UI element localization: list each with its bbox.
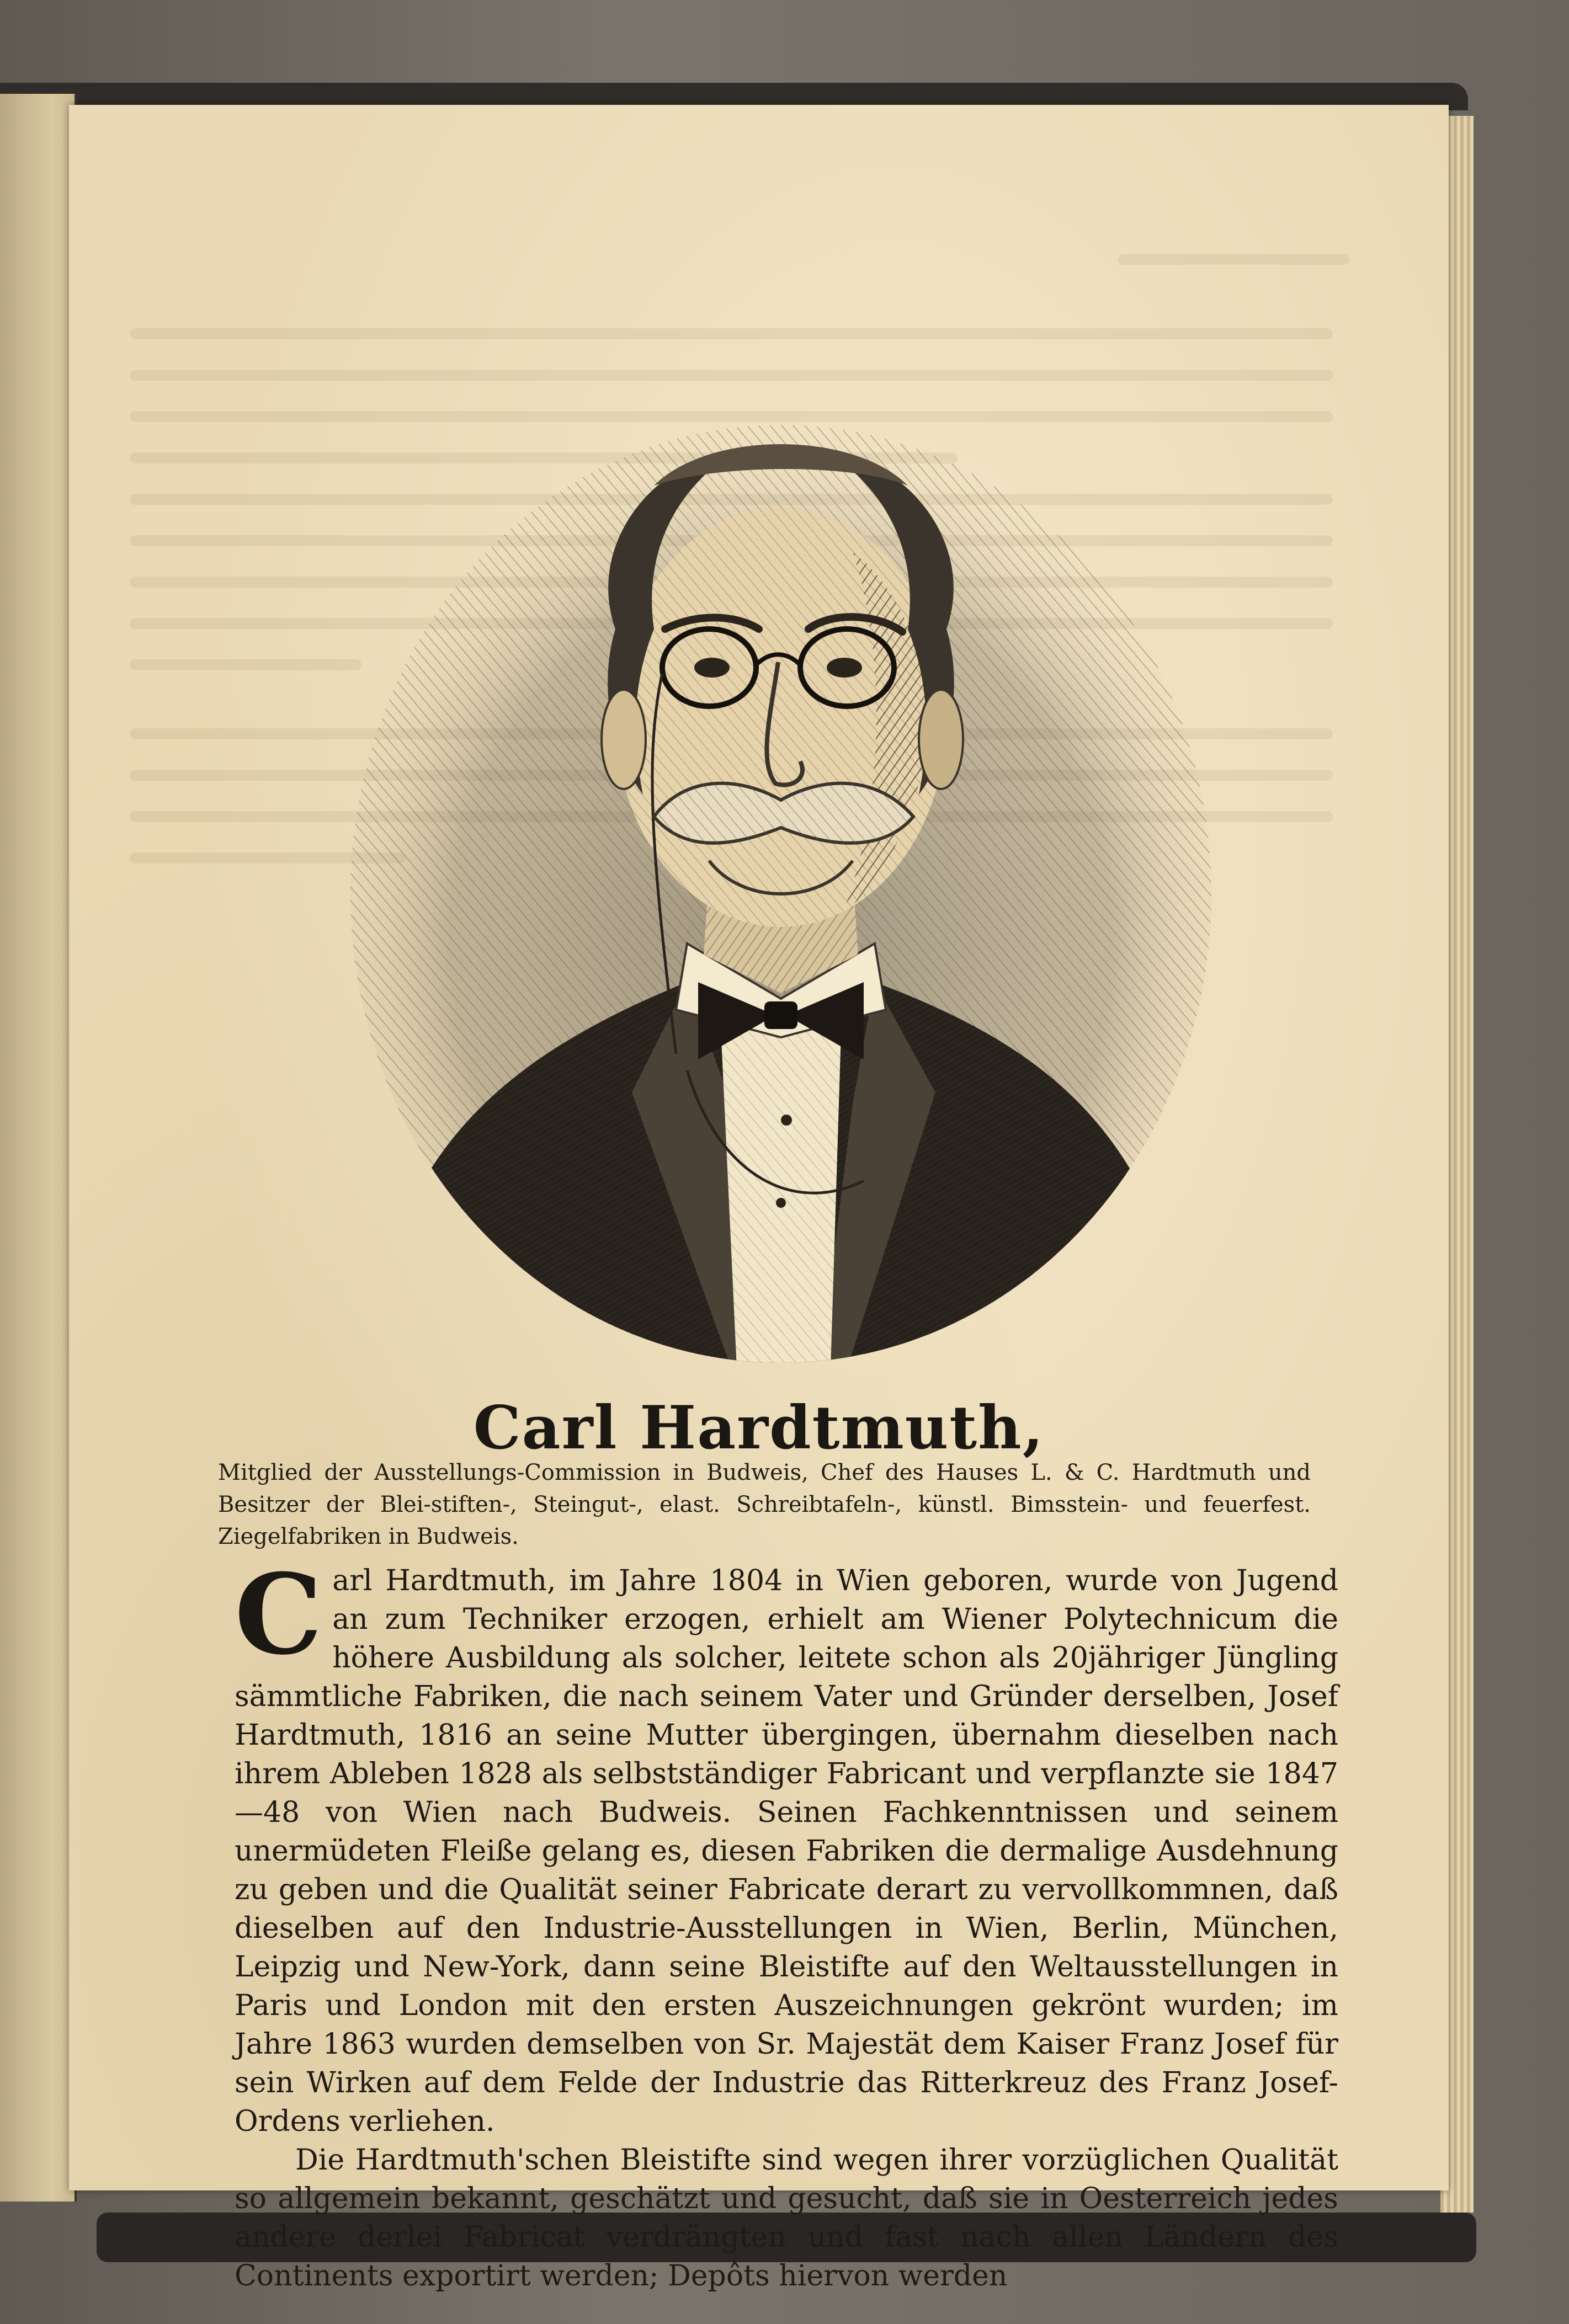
portrait-caption: Mitglied der Ausstellungs-Commission in Budweis, Chef des Hauses L. & C. Hardtmuth und Besitzer der Blei-stiften-, Steingut-, elast. Schreibtafeln-, künstl. Bimsstein- und feuerfest. Ziegelfabriken in Budweis. xyxy=(218,1460,1311,1549)
show-through-line xyxy=(1118,254,1349,265)
drop-cap-initial: C xyxy=(235,1550,323,1680)
book-page xyxy=(69,105,1449,2293)
biography-paragraph-1: arl Hardtmuth, im Jahre 1804 in Wien geboren, wurde von Jugend an zum Techniker erzogen, erhielt am Wiener Polytechnicum die höhere Ausbildung als solcher, leitete schon als 20jähriger Jüngling sämmtliche Fabriken, die nach seinem Vater und Gründer derselben, Josef Hardtmuth, 1816 an seine Mutter übergingen, übernahm dieselben nach ihrem Ableben 1828 als selbstständiger Fabricant und verpflanzte sie 1847—48 von Wien nach Budweis. Seinen Fachkenntnissen und seinem unermüdeten Fleiße gelang es, diesen Fabriken die dermalige Ausdehnung zu geben und die Qualität seiner Fabricate derart zu vervollkommnen, daß dieselben auf den Industrie-Ausstellungen in Wien, Berlin, München, Leipzig und New-York, dann seine Bleistifte auf den Weltausstellungen in Paris und London mit den ersten Auszeichnungen gekrönt wurden; im Jahre 1863 wurden demselben von Sr. Majestät dem Kaiser Franz Josef für sein Wirken auf dem Felde der Industrie das Ritterkreuz des Franz Josef-Ordens verliehen. xyxy=(235,1564,1338,2138)
portrait-engraving xyxy=(301,320,1261,1368)
biography-text xyxy=(235,1550,1338,2295)
previous-page-edge xyxy=(0,94,77,2202)
portrait-name-title: Carl Hardtmuth, xyxy=(473,1393,1045,1463)
biography-paragraph-2: Die Hardtmuth'schen Bleistifte sind wegen ihrer vorzüglichen Qualität so allgemein bekannt, geschätzt und gesucht, daß sie in Oesterreich jedes andere derlei Fabricat verdrängten und fast nach allen Ländern des Continents exportirt werden; Depôts hiervon werden xyxy=(235,2144,1338,2293)
